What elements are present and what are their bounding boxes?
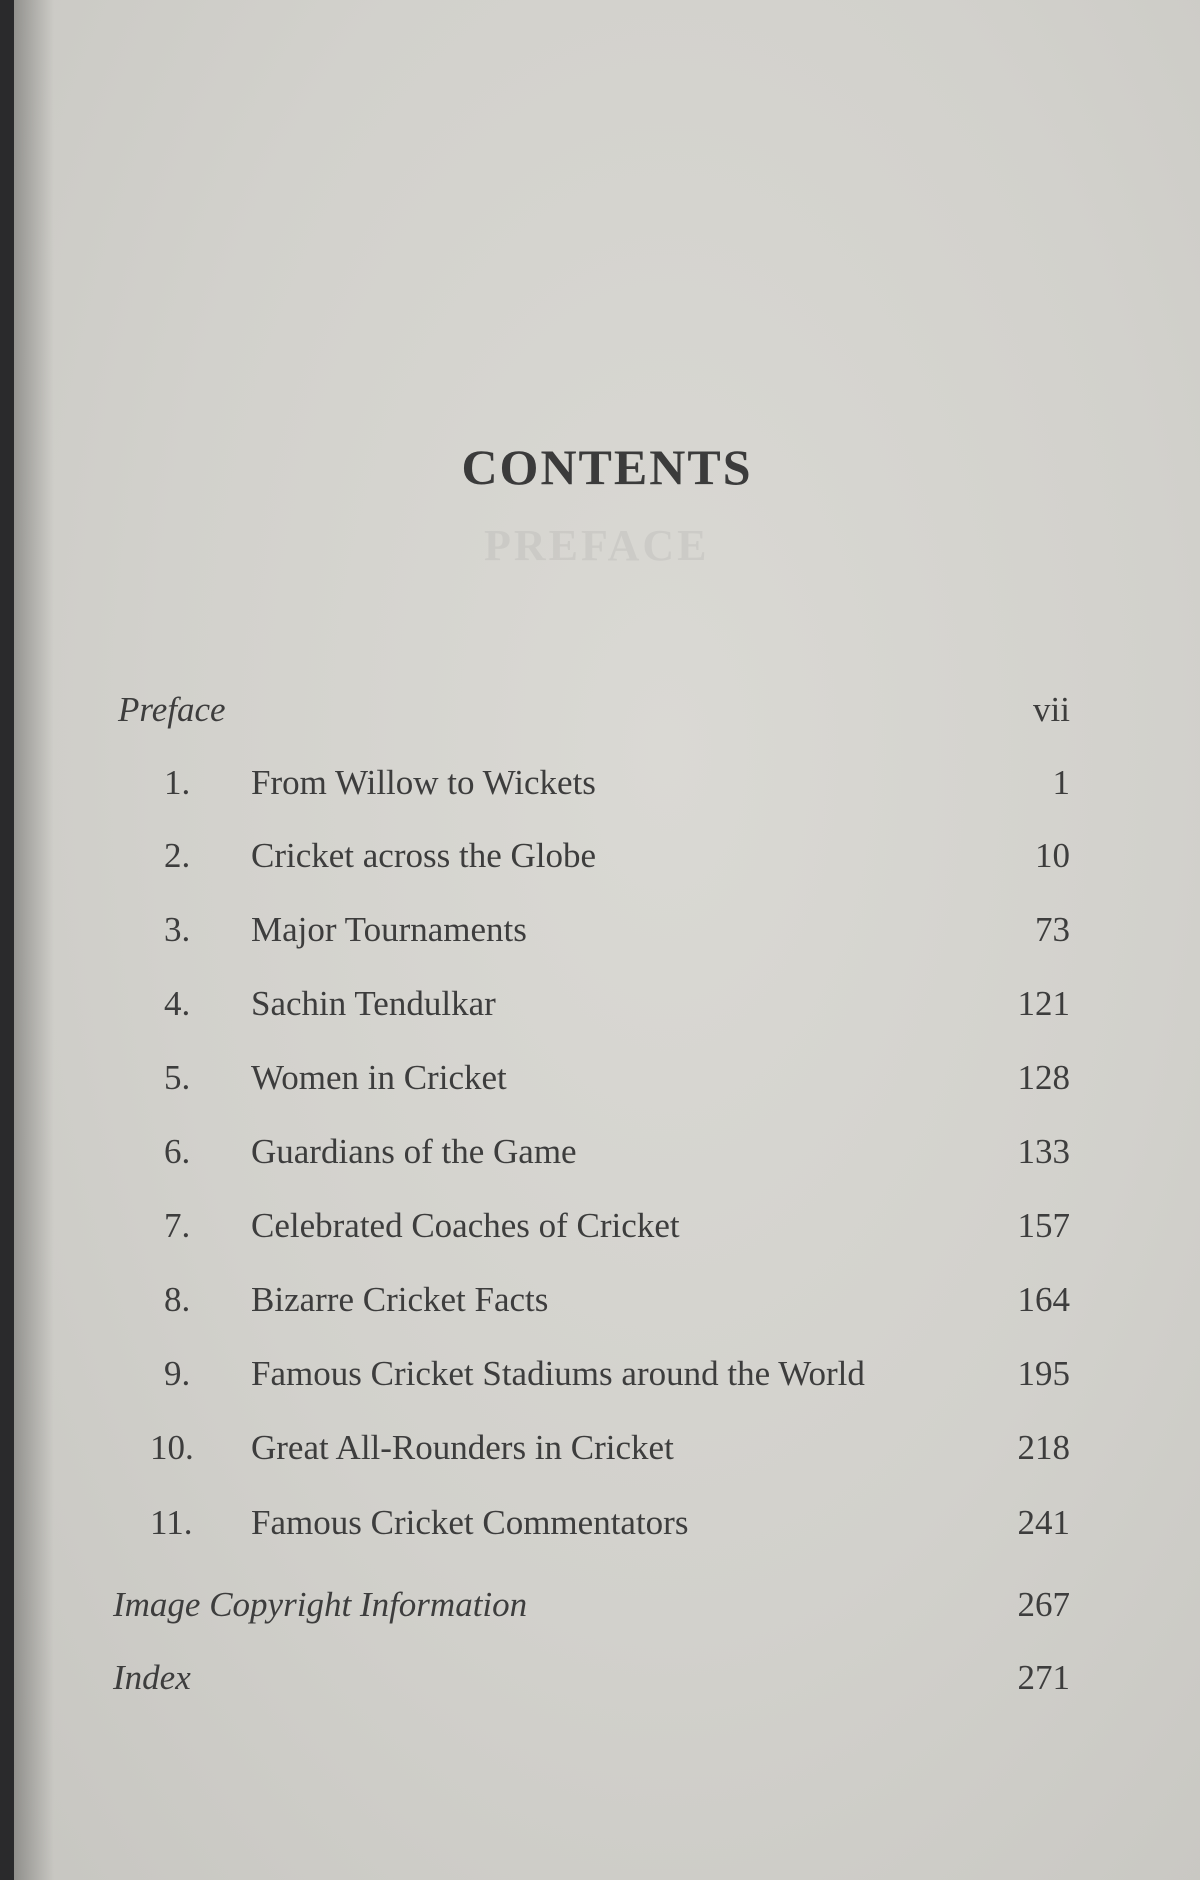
toc-entry-label: Image Copyright Information	[113, 1585, 528, 1624]
toc-chapter-8	[14, 1280, 1200, 1328]
chapter-number: 7.	[164, 1206, 191, 1245]
chapter-number: 6.	[164, 1132, 191, 1171]
toc-chapter-2	[14, 836, 1200, 884]
chapter-title: Bizarre Cricket Facts	[251, 1280, 549, 1319]
toc-chapter-9	[14, 1354, 1200, 1402]
toc-chapter-6	[14, 1132, 1200, 1180]
chapter-number: 5.	[164, 1058, 191, 1097]
chapter-number: 1.	[164, 763, 191, 802]
chapter-page: 164	[1017, 1280, 1070, 1319]
chapter-page: 218	[1017, 1428, 1070, 1467]
page-title: CONTENTS	[461, 439, 753, 495]
toc-chapter-1	[14, 763, 1200, 811]
chapter-number: 4.	[164, 984, 191, 1023]
toc-chapter-5	[14, 1058, 1200, 1106]
toc-chapter-7	[14, 1206, 1200, 1254]
toc-chapter-11	[14, 1503, 1200, 1551]
chapter-page: 241	[1017, 1503, 1070, 1542]
toc-entry-index	[14, 1658, 1200, 1706]
bleed-through-heading: PREFACE	[484, 521, 710, 570]
chapter-page: 157	[1017, 1206, 1070, 1245]
chapter-title: Celebrated Coaches of Cricket	[251, 1206, 680, 1245]
chapter-page: 195	[1017, 1354, 1070, 1393]
chapter-page: 73	[1035, 910, 1070, 949]
chapter-title: Major Tournaments	[251, 910, 527, 949]
book-page	[14, 0, 1200, 1880]
chapter-title: From Willow to Wickets	[251, 763, 596, 802]
chapter-number: 10.	[150, 1428, 194, 1467]
chapter-number: 8.	[164, 1280, 191, 1319]
chapter-number: 2.	[164, 836, 191, 875]
chapter-title: Women in Cricket	[251, 1058, 507, 1097]
toc-entry-page: vii	[1033, 690, 1070, 729]
chapter-number: 3.	[164, 910, 191, 949]
chapter-title: Sachin Tendulkar	[251, 984, 496, 1023]
toc-entry-page: 271	[1017, 1658, 1070, 1697]
chapter-page: 10	[1035, 836, 1070, 875]
toc-chapter-4	[14, 984, 1200, 1032]
chapter-page: 121	[1017, 984, 1070, 1023]
chapter-page: 128	[1017, 1058, 1070, 1097]
chapter-page: 1	[1052, 763, 1070, 802]
toc-entry-label: Index	[113, 1658, 191, 1697]
toc-chapter-3	[14, 910, 1200, 958]
chapter-page: 133	[1017, 1132, 1070, 1171]
toc-entry-image-copyright	[14, 1585, 1200, 1633]
chapter-number: 11.	[150, 1503, 193, 1542]
chapter-title: Cricket across the Globe	[251, 836, 597, 875]
chapter-title: Great All-Rounders in Cricket	[251, 1428, 674, 1467]
chapter-number: 9.	[164, 1354, 191, 1393]
chapter-title: Famous Cricket Commentators	[251, 1503, 689, 1542]
chapter-title: Guardians of the Game	[251, 1132, 577, 1171]
toc-entry-page: 267	[1017, 1585, 1070, 1624]
toc-chapter-10	[14, 1428, 1200, 1476]
toc-entry-label: Preface	[118, 690, 226, 729]
toc-entry-preface	[14, 690, 1200, 738]
chapter-title: Famous Cricket Stadiums around the World	[251, 1354, 865, 1393]
